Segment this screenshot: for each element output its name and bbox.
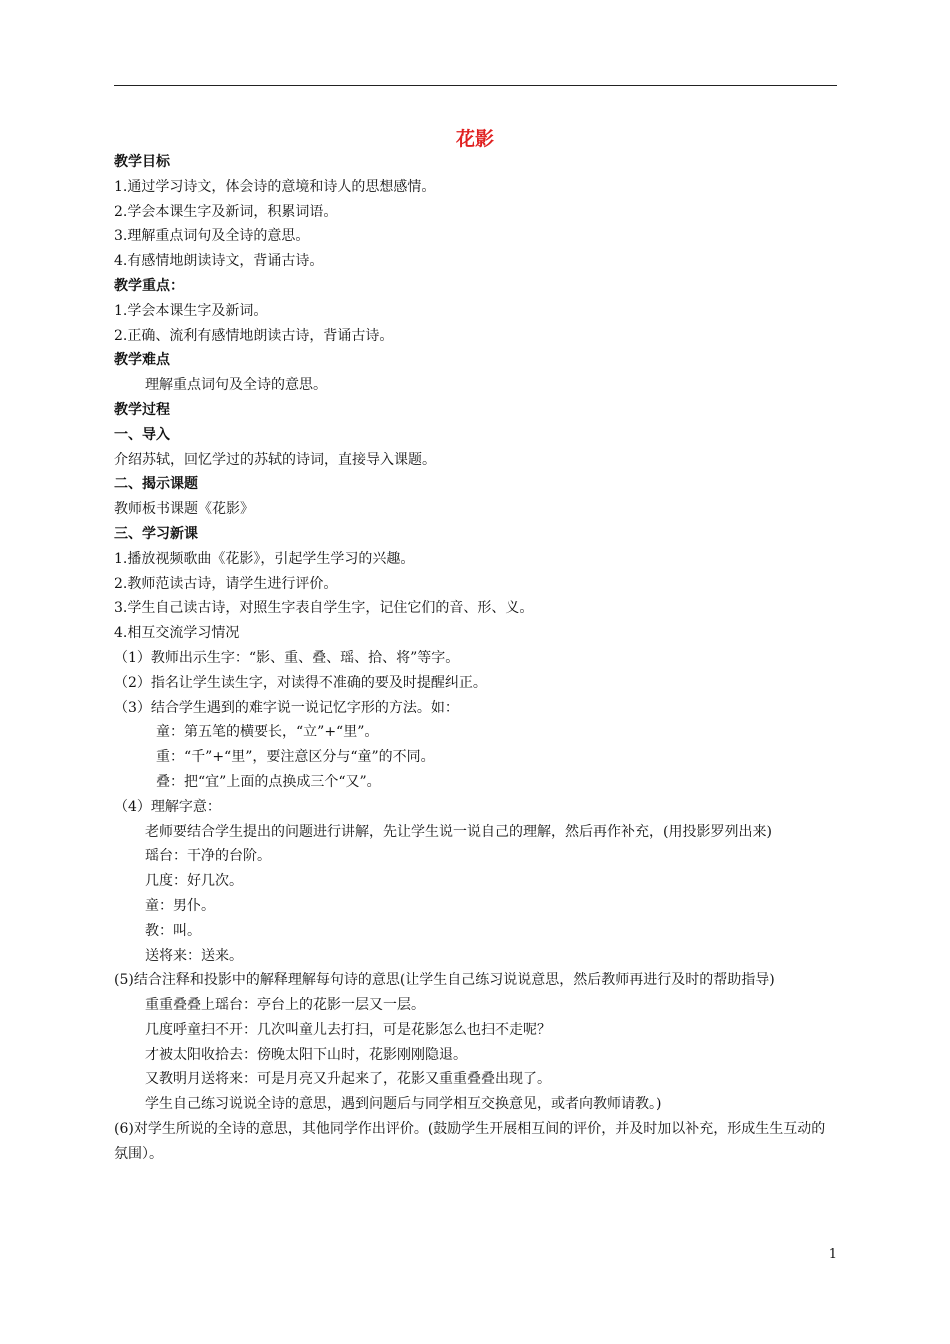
goal-item: 4.有感情地朗读诗文，背诵古诗。 — [114, 253, 324, 270]
page-title: 花影 — [455, 128, 494, 150]
word-meaning: 童：男仆。 — [145, 897, 215, 914]
step-text-reveal: 教师板书课题《花影》 — [114, 501, 254, 518]
key-point-item: 2.正确、流利有感情地朗读古诗，背诵古诗。 — [114, 327, 394, 344]
document-body — [114, 150, 837, 1167]
header-rule — [114, 85, 837, 86]
sub-item: （4）理解字意： — [114, 798, 221, 815]
memory-tip: 童：第五笔的横要长，“立”+“里”。 — [156, 724, 379, 741]
sub-item: （3）结合学生遇到的难字说一说记忆字形的方法。如： — [114, 699, 459, 716]
goal-item: 1.通过学习诗文，体会诗的意境和诗人的思想感情。 — [114, 178, 436, 195]
sub-item: （1）教师出示生字：“影、重、叠、瑶、拾、将”等字。 — [114, 649, 460, 666]
word-meaning: 瑶台：干净的台阶。 — [145, 848, 271, 865]
step-heading-reveal: 二、揭示课题 — [114, 476, 198, 493]
lesson-item: 2.教师范读古诗，请学生进行评价。 — [114, 575, 338, 592]
poem-line-meaning: 才被太阳收拾去：傍晚太阳下山时，花影刚刚隐退。 — [145, 1046, 467, 1063]
sub-item-text: 老师要结合学生提出的问题进行讲解，先让学生说一说自己的理解，然后再作补充，(用投影罗列出来) — [145, 823, 772, 840]
section-heading-difficulty: 教学难点 — [114, 352, 170, 369]
poem-line-meaning: 几度呼童扫不开：几次叫童儿去打扫，可是花影怎么也扫不走呢？ — [145, 1021, 551, 1038]
goal-item: 3.理解重点词句及全诗的意思。 — [114, 228, 310, 245]
page-number: 1 — [828, 1247, 837, 1262]
word-meaning: 送将来：送来。 — [145, 947, 243, 964]
sub-item: (6)对学生所说的全诗的意思，其他同学作出评价。(鼓励学生开展相互间的评价，并及时加以补充，形成生生互动的氛围）。 — [114, 1121, 826, 1162]
key-point-item: 1.学会本课生字及新词。 — [114, 302, 268, 319]
step-heading-new-lesson: 三、学习新课 — [114, 525, 198, 542]
poem-line-meaning: 学生自己练习说说全诗的意思，遇到问题后与同学相互交换意见，或者向教师请教。) — [145, 1096, 662, 1113]
memory-tip: 重：“千”+“里”，要注意区分与“童”的不同。 — [156, 749, 435, 766]
difficulty-text: 理解重点词句及全诗的意思。 — [145, 377, 327, 394]
sub-item: (5)结合注释和投影中的解释理解每句诗的意思(让学生自己练习说说意思，然后教师再进行及时的帮助指导) — [114, 972, 775, 989]
poem-line-meaning: 又教明月送将来：可是月亮又升起来了，花影又重重叠叠出现了。 — [145, 1071, 551, 1088]
goal-item: 2.学会本课生字及新词，积累词语。 — [114, 203, 338, 220]
memory-tip: 叠：把“宜”上面的点换成三个“又”。 — [156, 773, 381, 790]
word-meaning: 教：叫。 — [145, 922, 201, 939]
sub-item: （2）指名让学生读生字，对读得不准确的要及时提醒纠正。 — [114, 674, 487, 691]
lesson-item: 1.播放视频歌曲《花影》，引起学生学习的兴趣。 — [114, 550, 415, 567]
section-heading-process: 教学过程 — [114, 401, 170, 418]
step-text-intro: 介绍苏轼，回忆学过的苏轼的诗词，直接导入课题。 — [114, 451, 436, 468]
poem-line-meaning: 重重叠叠上瑶台：亭台上的花影一层又一层。 — [145, 997, 425, 1014]
section-heading-goals: 教学目标 — [114, 154, 170, 170]
section-heading-key-points: 教学重点： — [114, 277, 184, 294]
word-meaning: 几度：好几次。 — [145, 873, 243, 890]
step-heading-intro: 一、导入 — [114, 426, 170, 443]
lesson-item: 4.相互交流学习情况 — [114, 625, 240, 642]
lesson-item: 3.学生自己读古诗，对照生字表自学生字，记住它们的音、形、义。 — [114, 600, 534, 617]
